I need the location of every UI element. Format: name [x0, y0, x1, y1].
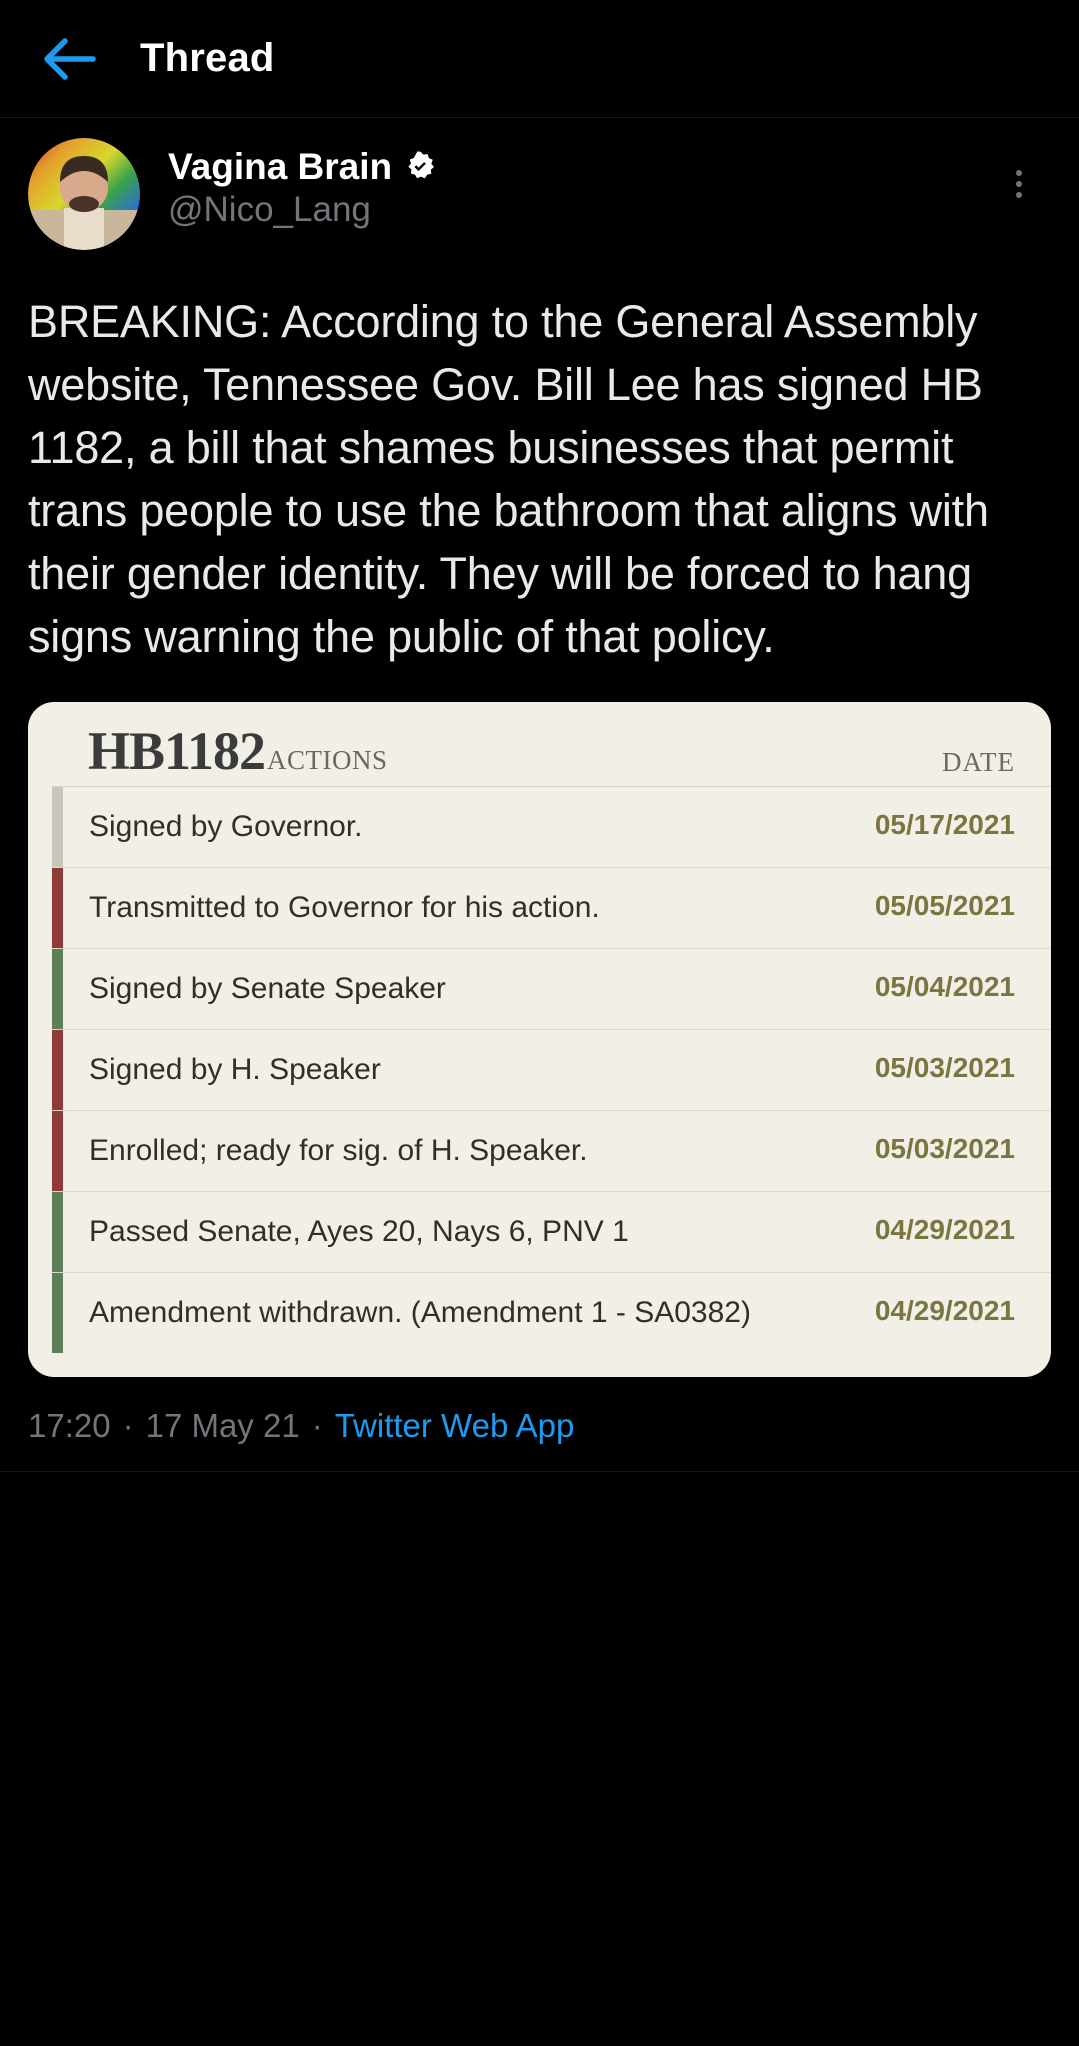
table-row — [52, 949, 1051, 1030]
display-name-row — [168, 146, 437, 187]
footer-separator: · — [311, 1407, 323, 1444]
row-date-text: 05/03/2021 — [874, 1133, 1015, 1164]
table-row — [52, 1111, 1051, 1192]
table-row — [52, 787, 1051, 868]
table-row — [52, 1030, 1051, 1111]
tweet-date: 17 May 21 — [145, 1407, 300, 1444]
more-options-icon[interactable] — [995, 160, 1043, 208]
row-action-text: Signed by H. Speaker — [89, 1053, 381, 1086]
display-name: Vagina Brain — [168, 146, 393, 187]
tweet-header — [28, 138, 1051, 268]
row-date-text: 04/29/2021 — [874, 1295, 1015, 1326]
row-date-text: 05/04/2021 — [874, 971, 1015, 1002]
page-title: Thread — [140, 36, 275, 80]
author-handle: @Nico_Lang — [168, 190, 371, 230]
back-arrow-icon[interactable] — [40, 28, 102, 90]
row-status-bar — [52, 1030, 63, 1110]
table-row — [52, 868, 1051, 949]
tweet-media-card[interactable] — [28, 702, 1051, 1377]
row-status-bar — [52, 787, 63, 867]
author-info — [168, 138, 437, 231]
avatar[interactable] — [28, 138, 140, 250]
row-status-bar — [52, 1192, 63, 1272]
row-action-text: Signed by Governor. — [89, 810, 363, 843]
tweet-source-link[interactable]: Twitter Web App — [334, 1407, 575, 1444]
row-status-bar — [52, 1273, 63, 1353]
column-header-date: DATE — [942, 747, 1015, 777]
row-action-text: Amendment withdrawn. (Amendment 1 - SA0382) — [89, 1296, 751, 1329]
verified-badge-icon — [404, 150, 437, 183]
row-status-bar — [52, 868, 63, 948]
row-action-text: Enrolled; ready for sig. of H. Speaker. — [89, 1134, 588, 1167]
table-row — [52, 1192, 1051, 1273]
row-status-bar — [52, 1111, 63, 1191]
bill-table-header — [52, 721, 1051, 787]
row-date-text: 04/29/2021 — [874, 1214, 1015, 1245]
column-header-actions: ACTIONS — [267, 745, 388, 775]
row-date-text: 05/05/2021 — [874, 890, 1015, 921]
app-bar — [0, 0, 1079, 118]
row-date-text: 05/03/2021 — [874, 1052, 1015, 1083]
footer-divider — [0, 1471, 1079, 1472]
bill-number: HB1182 — [88, 721, 266, 781]
footer-separator: · — [122, 1407, 134, 1444]
tweet-footer — [28, 1407, 1051, 1471]
bill-table-rows — [52, 787, 1051, 1353]
row-action-text: Transmitted to Governor for his action. — [89, 891, 600, 924]
tweet-time: 17:20 — [28, 1407, 111, 1444]
row-action-text: Signed by Senate Speaker — [89, 972, 446, 1005]
row-status-bar — [52, 949, 63, 1029]
row-date-text: 05/17/2021 — [874, 809, 1015, 840]
row-action-text: Passed Senate, Ayes 20, Nays 6, PNV 1 — [89, 1215, 629, 1248]
tweet-body-text: BREAKING: According to the General Assembly website, Tennessee Gov. Bill Lee has signed HB 1182, a bill that shames businesses that permit trans people to use the bathroom that aligns with their gender identity. They will be forced to hang signs warning the public of that policy. — [28, 296, 989, 662]
tweet — [0, 118, 1079, 668]
table-row — [52, 1273, 1051, 1353]
